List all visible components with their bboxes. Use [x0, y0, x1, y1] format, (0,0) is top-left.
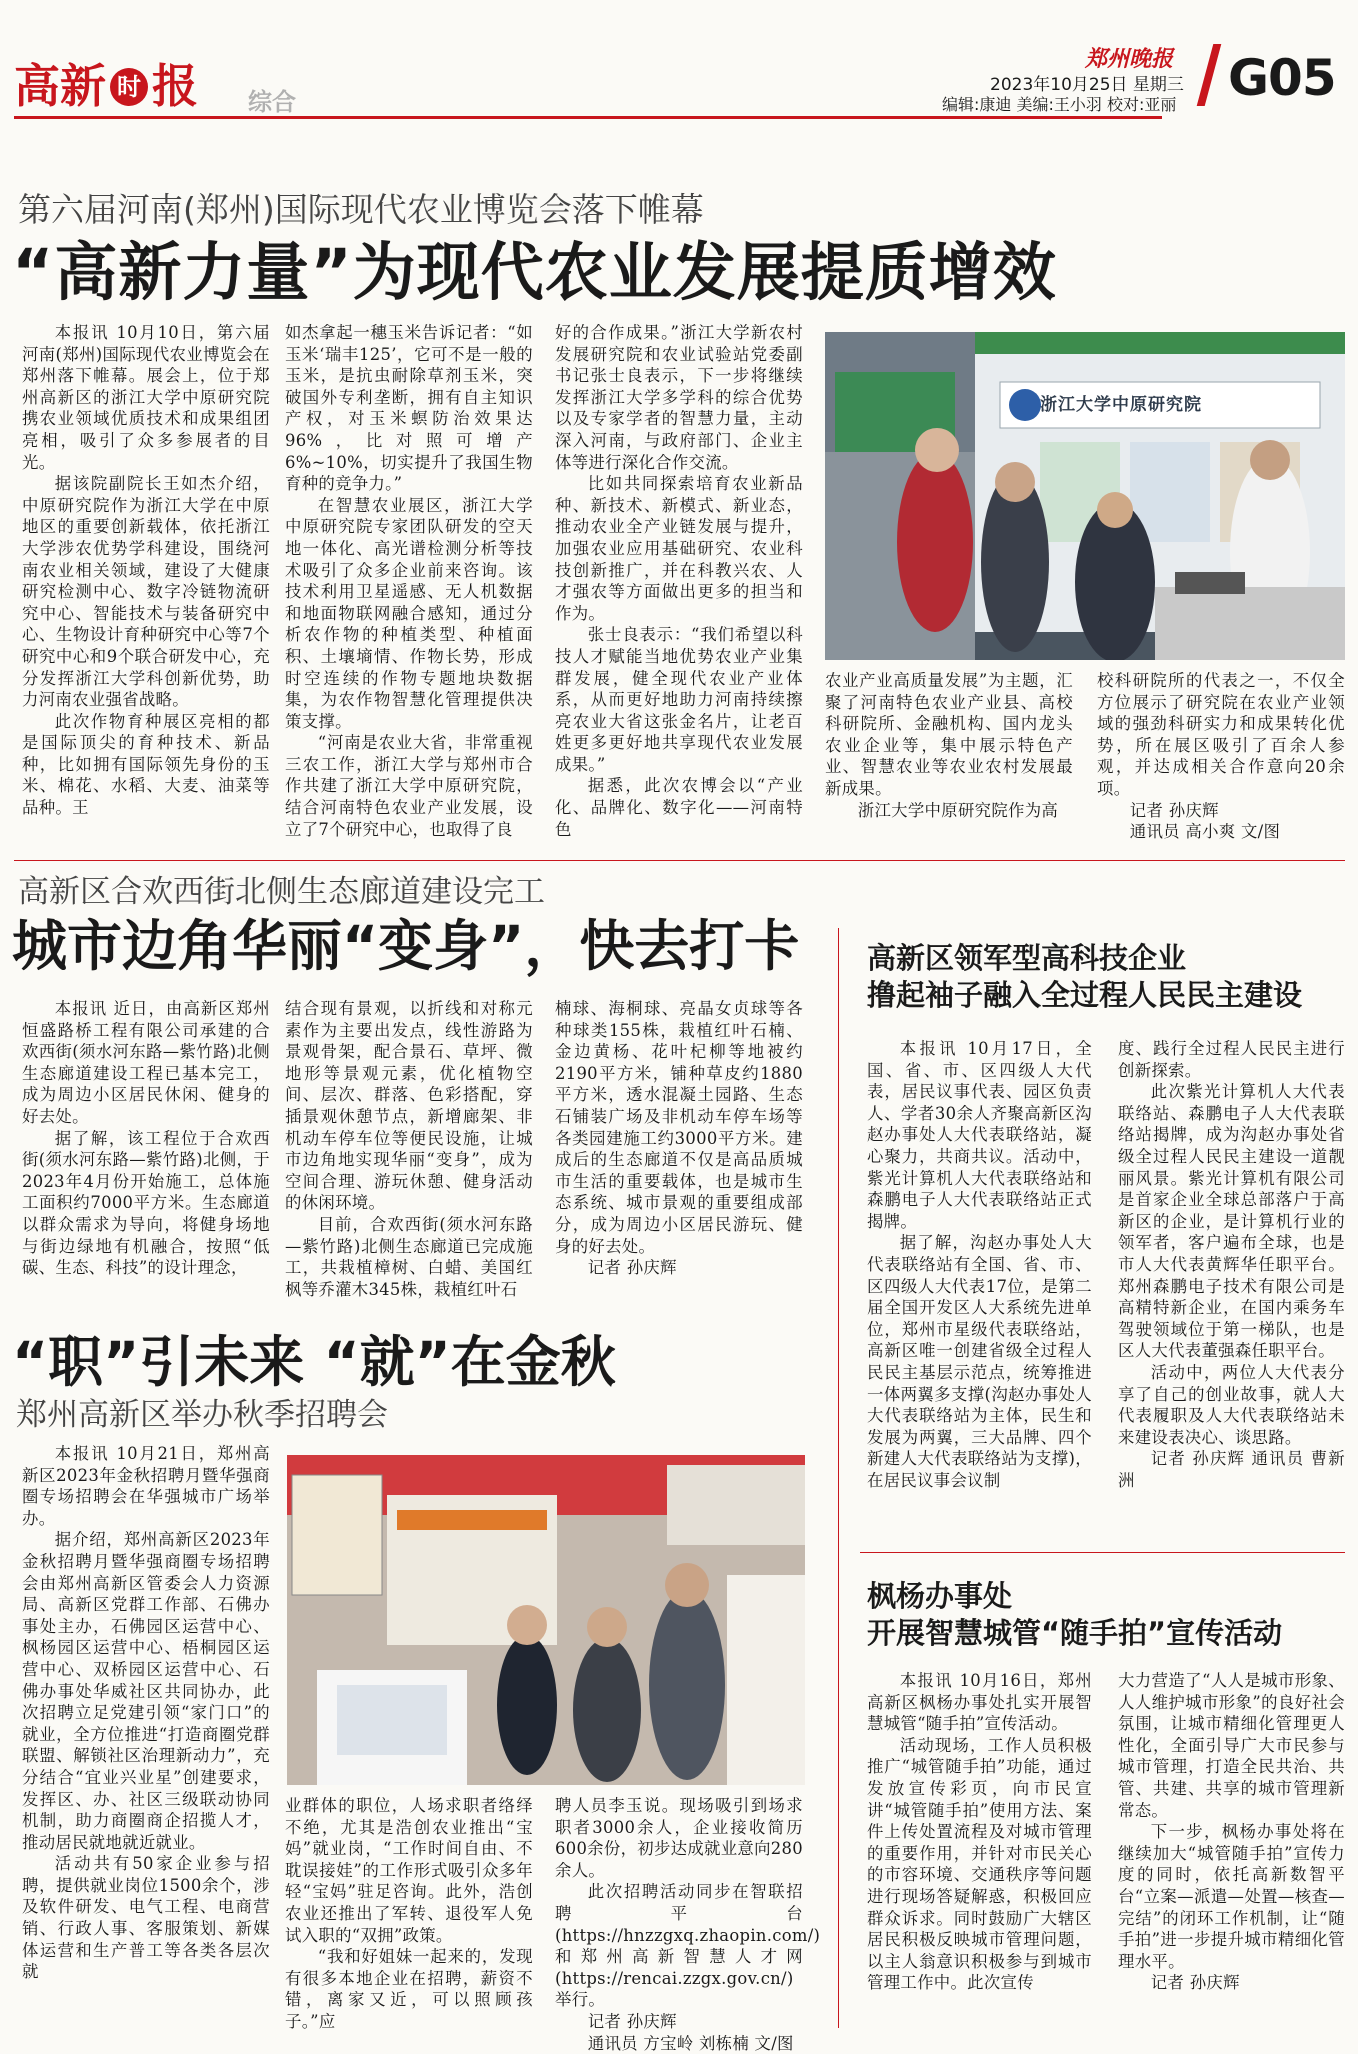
article3-headline: “职”引未来 “就”在金秋 [12, 1330, 616, 1394]
article5-headline-line2: 开展智慧城管“随手拍”宣传活动 [867, 1616, 1283, 1650]
paragraph: 聘人员李玉说。现场吸引到场求职者3000余人，企业接收简历600余份，初步达成就业意向280余人。 [555, 1796, 803, 1880]
article1-col2 [285, 322, 533, 840]
paragraph: 校科研院所的代表之一，不仅全方位展示了研究院在农业产业领域的强劲科研实力和成果转化优势，所在展区吸引了百余人参观，并达成相关合作意向20余项。 [1097, 671, 1345, 798]
paragraph: 活动共有50家企业参与招聘，提供就业岗位1500余个，涉及软件研发、电气工程、电商营销、行政人事、客服策划、新媒体运营和生产普工等各类各层次就 [22, 1854, 270, 1982]
article2-headline: 城市边角华丽“变身”，快去打卡 [12, 914, 800, 978]
paper-name: 郑州晚报 [1085, 46, 1174, 72]
paragraph: 浙江大学中原研究院作为高 [857, 800, 1059, 820]
byline: 记者 孙庆辉 [1129, 800, 1219, 820]
paragraph: 大力营造了“人人是城市形象、人人维护城市形象”的良好社会氛围，让城市精细化管理更人性化，全面引导广大市民参与城市管理，打造全民共治、共管、共建、共享的城市管理新常态。 [1118, 1671, 1345, 1820]
paragraph: “河南是农业大省，非常重视三农工作，浙江大学与郑州市合作共建了浙江大学中原研究院，结合河南特色农业产业发展，设立了7个研究中心，也取得了良 [285, 733, 533, 839]
paragraph: 本报讯 10月16日，郑州高新区枫杨办事处扎实开展智慧城管“随手拍”宣传活动。 [867, 1671, 1092, 1734]
article1-col1 [22, 322, 270, 819]
brand-circle [110, 68, 148, 106]
job-fair-photo [287, 1455, 805, 1785]
column-divider [838, 928, 839, 2028]
paragraph: 活动现场，工作人员积极推广“城管随手拍”功能，通过发放宣传彩页，向市民宣讲“城管随手拍”使用方法、案件上传处置流程及对城市管理的重要作用，并针对市民关心的市容环境、交通秩序等问题进行现场答疑解惑，积极回应群众诉求。同时鼓励广大辖区居民积极反映城市管理问题，以主人翁意识积极参与到城市管理工作中。此次宣传 [867, 1735, 1092, 1993]
article2-col1 [22, 998, 270, 1279]
section-divider [14, 860, 1345, 861]
article1-col4 [825, 670, 1073, 821]
page-slash [1197, 44, 1222, 106]
paragraph: 楠球、海桐球、亮晶女贞球等各种球类155株，栽植红叶石楠、金边黄杨、花叶杞柳等地被约2190平方米，铺种草皮约1880平方米，透水混凝土园路、生态石铺装广场及非机动车停车场等各类园建施工约3000平方米。建成后的生态廊道不仅是高品质城市生活的重要载体，也是城市生态系统、城市景观的重要组成部分，成为周边小区居民游玩、健身的好去处。 [555, 999, 803, 1256]
job-fair-photo-illustration [287, 1455, 805, 1785]
paragraph: 据了解，该工程位于合欢西街(须水河东路—紫竹路)北侧，于2023年4月份开始施工，总体施工面积约7000平方米。生态廊道以群众需求为导向，将健身场地与街边绿地有机融合，按照“低碳、生态、科技”的设计理念， [22, 1128, 270, 1278]
article3-col1 [22, 1443, 270, 1983]
paragraph: 好的合作成果。”浙江大学新农村发展研究院和农业试验站党委副书记张士良表示，下一步将继续发挥浙江大学多学科的综合优势以及专家学者的智慧力量，主动深入河南，与政府部门、企业主体等进行深化合作交流。 [555, 323, 803, 472]
article4-headline-line2: 撸起袖子融入全过程人民民主建设 [867, 978, 1303, 1012]
article4-col1 [867, 1038, 1092, 1491]
byline: 通讯员 方宝岭 刘栋楠 文/图 [587, 2033, 794, 2053]
article3-subheadline: 郑州高新区举办秋季招聘会 [16, 1397, 388, 1433]
byline: 记者 孙庆辉 [1150, 1973, 1240, 1993]
paragraph: 下一步，枫杨办事处将在继续加大“城管随手拍”宣传力度的同时，依托高新数智平台“立案—派遣—处置—核查—完结”的闭环工作机制，让“随手拍”进一步提升城市精细化管理水平。 [1118, 1822, 1345, 1971]
article1-headline: “高新力量”为现代农业发展提质增效 [12, 236, 1057, 309]
article3-col2 [285, 1795, 533, 2033]
byline: 记者 孙庆辉 [587, 1258, 677, 1278]
expo-photo-illustration [825, 332, 1345, 660]
article2-col2 [285, 998, 533, 1300]
brand-gaoxin: 高新 [14, 59, 106, 113]
byline: 记者 孙庆辉 [587, 2011, 677, 2031]
paragraph: 结合现有景观，以折线和对称元素作为主要出发点，线性游路为景观骨架，配合景石、草坪、微地形等景观元素，优化植物空间、层次、群落、色彩搭配，穿插景观休憩节点，新增廊架、非机动车停车位等便民设施，让城市边角地实现华丽“变身”，成为空间合理、游玩休憩、健身活动的休闲环境。 [285, 999, 533, 1213]
paragraph: 业群体的职位，人场求职者络绎不绝，尤其是浩创农业推出“宝妈”就业岗，“工作时间自由、不耽误接娃”的工作形式吸引众多年轻“宝妈”驻足咨询。此外，浩创农业还推出了军转、退役军人免试入职的“双拥”政策。 [285, 1796, 533, 1945]
paragraph: 此次招聘活动同步在智联招聘平台(https://hnzzgxq.zhaopin.com/)和郑州高新智慧人才网(https://rencai.zzgx.gov.cn/)举行。 [555, 1882, 821, 2010]
paragraph: 农业产业高质量发展”为主题，汇聚了河南特色农业产业县、高校科研院所、金融机构、国内龙头农业企业等，集中展示特色产业、智慧农业等农业农村发展最新成果。 [825, 671, 1073, 798]
article1-col3 [555, 322, 803, 840]
right-divider [860, 1552, 1345, 1553]
paragraph: 据了解，沟赵办事处人大代表联络站有全国、省、市、区四级人大代表17位，是第二届全国开发区人大系统先进单位，郑州市星级代表联络站，高新区唯一创建省级全过程人民民主基层示范点，统筹推进一体两翼多支撑(沟赵办事处人大代表联络站为主体，民生和发展为两翼，三大品牌、四个新建人大代表联络站为支撑)，在居民议事会议制 [867, 1233, 1092, 1490]
paragraph: 本报讯 10月21日，郑州高新区2023年金秋招聘月暨华强商圈专场招聘会在华强城市广场举办。 [22, 1444, 270, 1528]
section-label: 综合 [248, 88, 296, 116]
paragraph: 此次作物育种展区亮相的都是国际顶尖的育种技术、新品种，比如拥有国际领先身份的玉米、棉花、水稻、大麦、油菜等品种。王 [22, 711, 270, 818]
brand-bao: 报 [152, 59, 198, 113]
paragraph: 如杰拿起一穗玉米告诉记者：“如玉米‘瑞丰125’，它可不是一般的玉米，是抗虫耐除草剂玉米，突破国外专利垄断，拥有自主知识产权，对玉米螟防治效果达96%，比对照可增产6%~10%，切实提升了我国生物育种的竞争力。” [285, 323, 533, 494]
paragraph: 在智慧农业展区，浙江大学中原研究院专家团队研发的空天地一体化、高光谱检测分析等技术吸引了众多企业前来咨询。该技术利用卫星遥感、无人机数据和地面物联网融合感知，通过分析农作物的种植类型、种植面积、土壤墒情、作物长势，形成时空连续的作物专题地块数据集，为农作物智慧化管理提供决策支撑。 [285, 495, 533, 731]
paragraph: 据该院副院长王如杰介绍，中原研究院作为浙江大学在中原地区的重要创新载体，依托浙江大学涉农优势学科建设，围绕河南农业相关领域，建设了大健康研究检测中心、数字冷链物流研究中心、智能技术与装备研究中心、生物设计育种研究中心等7个研究中心和9个联合研发中心，充分发挥浙江大学科创新优势，助力河南农业强省战略。 [22, 474, 270, 710]
paragraph: 本报讯 10月17日，全国、省、市、区四级人大代表，居民议事代表、园区负责人、学者30余人齐聚高新区沟赵办事处人大代表联络站，凝心聚力，共商共议。活动中，紫光计算机人大代表联络站和森鹏电子人大代表联络站正式揭牌。 [867, 1039, 1092, 1231]
paragraph: 此次紫光计算机人大代表联络站、森鹏电子人大代表联络站揭牌，成为沟赵办事处省级全过程人民民主建设一道靓丽风景。紫光计算机有限公司是首家企业全球总部落户于高新区的企业，是计算机行业的领军者，客户遍布全球，也是市人大代表黄辉华任职平台。郑州森鹏电子技术有限公司是高精特新企业，在国内乘务车驾驶领域位于第一梯队，也是区人大代表董强森任职平台。 [1118, 1082, 1345, 1361]
issue-date: 2023年10月25日 星期三 [990, 75, 1184, 95]
article1-kicker: 第六届河南(郑州)国际现代农业博览会落下帷幕 [18, 190, 704, 229]
article3-col3 [555, 1795, 821, 2054]
paragraph: 本报讯 10月10日，第六届河南(郑州)国际现代农业博览会在郑州落下帷幕。展会上，位于郑州高新区的浙江大学中原研究院携农业领域优质技术和成果组团亮相，吸引了众多参展者的目光。 [22, 323, 270, 472]
paragraph: 张士良表示：“我们希望以科技人才赋能当地优势农业产业集群发展，健全现代农业产业体系，从而更好地助力河南持续擦亮农业大省这张金名片，让老百姓更多更好地共享现代农业发展成果。” [555, 625, 803, 774]
brand-circle-text: 时 [117, 73, 141, 101]
masthead-rule [14, 116, 1162, 119]
article4-col2 [1118, 1038, 1345, 1491]
article2-kicker: 高新区合欢西街北侧生态廊道建设完工 [18, 874, 545, 910]
article5-headline-line1: 枫杨办事处 [867, 1579, 1013, 1613]
article4-headline-line1: 高新区领军型高科技企业 [867, 941, 1187, 975]
expo-photo-sign: 浙江大学中原研究院 [1040, 395, 1202, 415]
paragraph: 比如共同探索培育农业新品种、新技术、新模式、新业态，推动农业全产业链发展与提升，加强农业应用基础研究、农业科技创新推广，并在科教兴农、人才强农等方面做出更多的担当和作为。 [555, 474, 803, 623]
article1-col5 [1097, 670, 1345, 843]
page-number: G05 [1228, 49, 1336, 107]
masthead [0, 0, 1358, 125]
paragraph: 度、践行全过程人民民主进行创新探索。 [1118, 1039, 1345, 1080]
paragraph: 本报讯 近日，由高新区郑州恒盛路桥工程有限公司承建的合欢西街(须水河东路—紫竹路)北侧生态廊道建设工程已基本完工，成为周边小区居民休闲、健身的好去处。 [22, 999, 270, 1126]
expo-photo [825, 332, 1345, 660]
paragraph: 活动中，两位人大代表分享了自己的创业故事，就人大代表履职及人大代表联络站未来建设表决心、谈思路。 [1118, 1362, 1345, 1447]
paragraph: “我和好姐妹一起来的，发现有很多本地企业在招聘，薪资不错，离家又近，可以照顾孩子。”应 [285, 1947, 533, 2031]
article2-col3 [555, 998, 803, 1279]
paragraph: 据悉，此次农博会以“产业化、品牌化、数字化——河南特色 [555, 776, 803, 839]
byline: 通讯员 高小爽 文/图 [1129, 822, 1281, 842]
article5-col2 [1118, 1670, 1345, 1994]
paragraph: 目前，合欢西街(须水河东路—紫竹路)北侧生态廊道已完成施工，共栽植樟树、白蜡、美国红枫等乔灌木345株，栽植红叶石 [285, 1214, 533, 1299]
byline: 记者 孙庆辉 通讯员 曹新洲 [1118, 1449, 1345, 1490]
paragraph: 据介绍，郑州高新区2023年金秋招聘月暨华强商圈专场招聘会由郑州高新区管委会人力资源局、高新区党群工作部、石佛办事处主办，石佛园区运营中心、枫杨园区运营中心、梧桐园区运营中心、双桥园区运营中心、石佛办事处华威社区共同协办，此次招聘立足党建引领“家门口”的就业，全方位推进“打造商圈党群联盟、解锁社区治理新动力”，充分结合“宜业兴业星”创建要求，发挥区、办、社区三级联动协同机制，助力商圈商企招揽人才，推动居民就地就近就业。 [22, 1530, 270, 1852]
editors-line: 编辑:康迪 美编:王小羽 校对:亚丽 [942, 95, 1177, 114]
article5-col1 [867, 1670, 1092, 1994]
